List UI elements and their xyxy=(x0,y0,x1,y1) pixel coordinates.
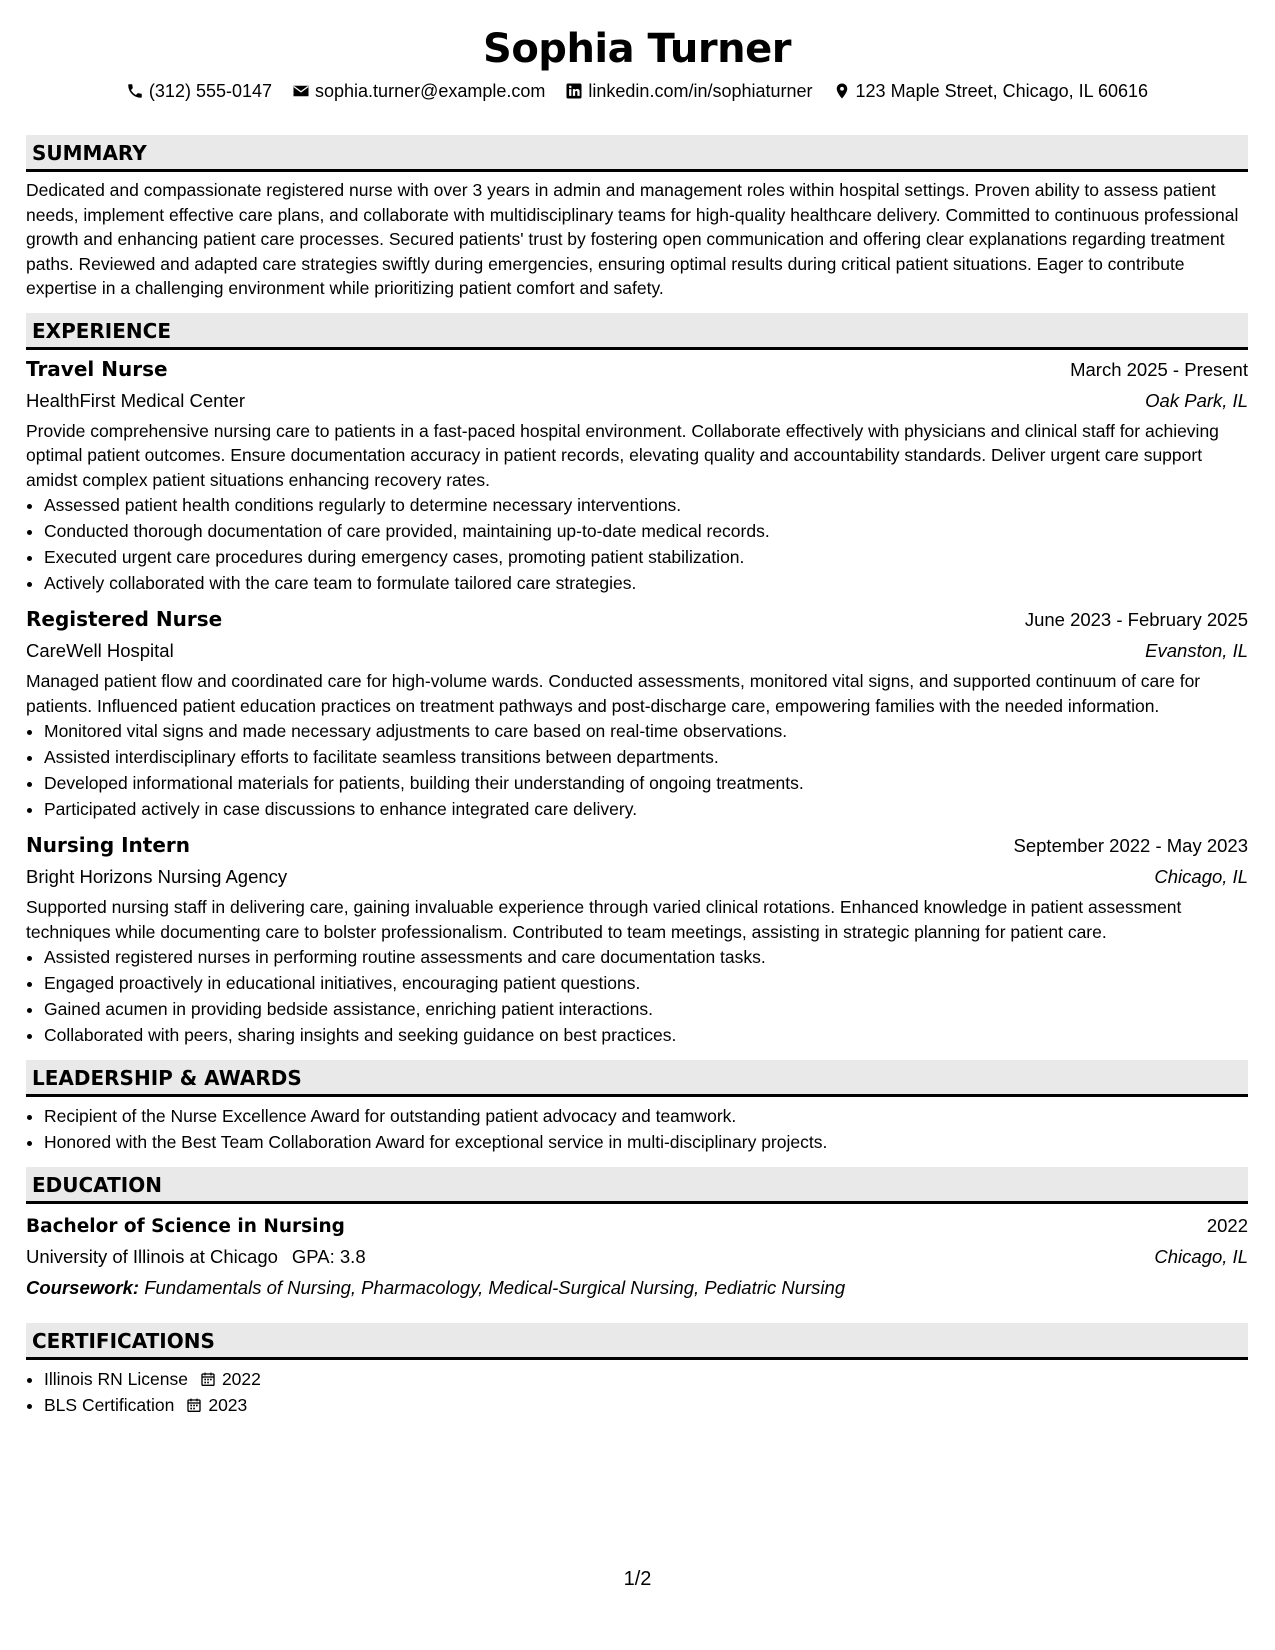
calendar-icon xyxy=(180,1397,202,1413)
list-item xyxy=(44,1366,1248,1392)
experience-heading: EXPERIENCE xyxy=(26,313,1248,350)
job-description: Supported nursing staff in delivering care, gaining invaluable experience through varied clinical rotations. Enhanced knowledge in patient assessment techniques while documenting care to bolster professionalism. Contributed to team meetings, assisting in strategic planning for patient care. xyxy=(26,897,1182,942)
list-item: • Honored with the Best Team Collaboration Award for exceptional service in multi-disciplinary projects. xyxy=(44,1129,1248,1155)
phone-icon xyxy=(126,82,144,100)
list-item xyxy=(44,1392,1248,1418)
map-pin-icon xyxy=(833,82,851,100)
list-item: • Collaborated with peers, sharing insights and seeking guidance on best practices. xyxy=(44,1022,1248,1048)
list-item: • Assessed patient health conditions regularly to determine necessary interventions. xyxy=(44,492,1248,518)
coursework-label: Coursework: xyxy=(26,1277,140,1298)
certifications-heading: CERTIFICATIONS xyxy=(26,1323,1248,1360)
certification-name: • BLS Certification xyxy=(44,1395,175,1415)
degree: Bachelor of Science in Nursing xyxy=(26,1216,345,1237)
linkedin-icon xyxy=(565,82,583,100)
certification-year: 2023 xyxy=(208,1395,248,1415)
candidate-name: Sophia Turner xyxy=(483,26,791,72)
contact-address xyxy=(833,78,1149,104)
certification-name: • Illinois RN License xyxy=(44,1369,188,1389)
summary-text: Dedicated and compassionate registered nurse with over 3 years in admin and management roles within hospital settings. Proven ability to assess patient needs, implement effective care plans, and collaborate with multidisciplinary teams for high-quality healthcare delivery. Committed to continuous professional growth and enhancing patient care processes. Secured patients' trust by fostering open communication and offering clear explanations regarding treatment paths. Reviewed and adapted care strategies swiftly during emergencies, ensuring optimal results during critical patient situations. Eager to contribute expertise in a challenging environment while prioritizing patient comfort and safety. xyxy=(26,180,1239,298)
list-item: • Developed informational materials for patients, building their understanding of ongoing treatments. xyxy=(44,770,1248,796)
job-entry xyxy=(26,830,1248,1048)
job-entry xyxy=(26,354,1248,597)
awards-heading: LEADERSHIP & AWARDS xyxy=(26,1060,1248,1097)
certification-year: 2022 xyxy=(221,1369,261,1389)
job-location: Evanston, IL xyxy=(1145,640,1248,661)
list-item: • Conducted thorough documentation of care provided, maintaining up-to-date medical records. xyxy=(44,518,1248,544)
calendar-icon xyxy=(194,1371,216,1387)
graduation-year: 2022 xyxy=(1206,1215,1248,1236)
job-description: Provide comprehensive nursing care to patients in a fast-paced hospital environment. Collaborate effectively with physicians and clinical staff for achieving optimal patient outcomes. Ensure documentation accuracy in patient records, elevating quality and accountability standards. Deliver urgent care support amidst complex patient situations enhancing recovery rates. xyxy=(26,420,1219,490)
list-item: • Gained acumen in providing bedside assistance, enriching patient interactions. xyxy=(44,996,1248,1022)
university-name: University of Illinois at Chicago xyxy=(26,1246,278,1267)
address-text: 123 Maple Street, Chicago, IL 60616 xyxy=(855,81,1149,101)
job-date: September 2022 - May 2023 xyxy=(1013,835,1248,856)
list-item: • Monitored vital signs and made necessary adjustments to care based on real-time observations. xyxy=(44,718,1248,744)
job-title: Registered Nurse xyxy=(26,607,223,631)
contact-phone[interactable] xyxy=(126,78,272,104)
resume-page xyxy=(26,0,1248,1418)
list-item: • Engaged proactively in educational initiatives, encouraging patient questions. xyxy=(44,970,1248,996)
list-item: • Assisted interdisciplinary efforts to facilitate seamless transitions between departments. xyxy=(44,744,1248,770)
linkedin-text: linkedin.com/in/sophiaturner xyxy=(588,81,813,101)
job-entry xyxy=(26,604,1248,822)
page-number: 1/2 xyxy=(623,1568,652,1590)
list-item: • Participated actively in case discussions to enhance integrated care delivery. xyxy=(44,796,1248,822)
university-line xyxy=(26,1242,366,1272)
certifications-list xyxy=(26,1366,1248,1418)
job-title: Travel Nurse xyxy=(26,356,168,381)
job-title: Nursing Intern xyxy=(26,833,191,857)
summary-heading: SUMMARY xyxy=(26,135,1248,172)
job-organization: Bright Horizons Nursing Agency xyxy=(26,866,288,887)
list-item: • Executed urgent care procedures during emergency cases, promoting patient stabilization. xyxy=(44,544,1248,570)
email-text: sophia.turner@example.com xyxy=(315,81,546,101)
contact-linkedin[interactable] xyxy=(565,78,812,104)
gpa: GPA: 3.8 xyxy=(291,1246,366,1267)
job-date: June 2023 - February 2025 xyxy=(1024,609,1248,630)
contact-bar xyxy=(26,78,1248,104)
coursework xyxy=(26,1273,1248,1303)
contact-email[interactable] xyxy=(292,78,545,104)
awards-list xyxy=(26,1103,1248,1155)
job-bullets xyxy=(26,718,1248,822)
job-description: Managed patient flow and coordinated care for high-volume wards. Conducted assessments, monitored vital signs, and supported continuum of care for patients. Influenced patient education practices on treatment pathways and post-discharge care, empowering families with the needed information. xyxy=(26,671,1201,716)
envelope-icon xyxy=(292,82,310,100)
job-location: Oak Park, IL xyxy=(1145,389,1248,411)
job-bullets xyxy=(26,492,1248,596)
list-item: • Assisted registered nurses in performing routine assessments and care documentation tasks. xyxy=(44,944,1248,970)
education-location: Chicago, IL xyxy=(1154,1246,1248,1267)
job-organization: CareWell Hospital xyxy=(26,640,174,661)
job-bullets xyxy=(26,944,1248,1048)
coursework-list: Fundamentals of Nursing, Pharmacology, Medical-Surgical Nursing, Pediatric Nursing xyxy=(144,1277,846,1298)
education-heading: EDUCATION xyxy=(26,1167,1248,1204)
job-date: March 2025 - Present xyxy=(1070,358,1248,380)
list-item: • Recipient of the Nurse Excellence Award for outstanding patient advocacy and teamwork. xyxy=(44,1103,1248,1129)
job-organization: HealthFirst Medical Center xyxy=(26,389,245,411)
phone-text: (312) 555-0147 xyxy=(148,81,273,101)
list-item: • Actively collaborated with the care team to formulate tailored care strategies. xyxy=(44,570,1248,596)
job-location: Chicago, IL xyxy=(1154,866,1248,887)
